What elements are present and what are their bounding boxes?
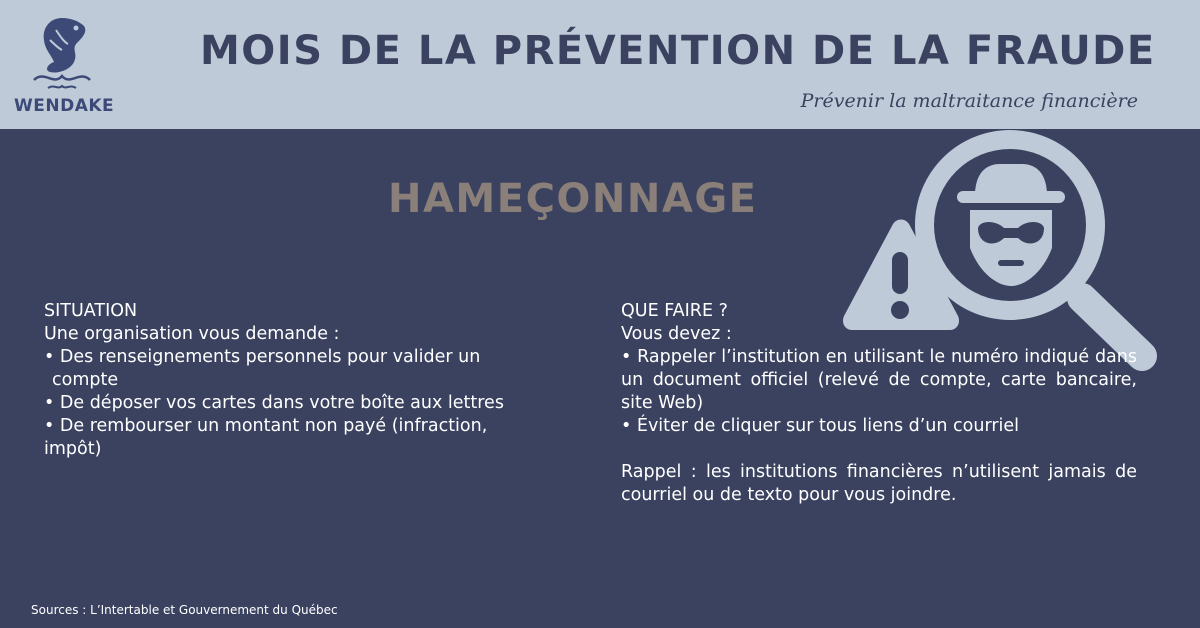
que-faire-heading: QUE FAIRE ? (621, 301, 728, 321)
header-band (0, 0, 1200, 129)
situation-heading: SITUATION (44, 301, 138, 321)
beaver-logo-icon (14, 10, 110, 98)
que-faire-item: • Éviter de cliquer sur tous liens d’un courriel (621, 416, 1020, 436)
logo-text: WENDAKE (14, 96, 115, 116)
situation-column (44, 300, 579, 461)
situation-item: • Des renseignements personnels pour valider un (44, 347, 481, 367)
spacer (621, 438, 1137, 461)
situation-item: • De déposer vos cartes dans votre boîte aux lettres (44, 393, 504, 413)
que-faire-column (621, 300, 1137, 507)
page-title: MOIS DE LA PRÉVENTION DE LA FRAUDE (200, 28, 1156, 74)
situation-item: compte (52, 370, 119, 390)
situation-item: • De rembourser un montant non payé (infraction, (44, 416, 488, 436)
wendake-logo (14, 10, 115, 120)
situation-item: impôt) (44, 439, 102, 459)
que-faire-intro: Vous devez : (621, 324, 732, 344)
page-subtitle: Prévenir la maltraitance financière (800, 90, 1138, 112)
que-faire-item: • Rappeler l’institution en utilisant le numéro indiqué dans un document officiel (relevé de compte, carte bancaire, site Web) (621, 347, 1137, 413)
sources-note: Sources : L’Intertable et Gouvernement du Québec (31, 603, 338, 617)
que-faire-reminder: Rappel : les institutions financières n’utilisent jamais de courriel ou de texto pour vous joindre. (621, 462, 1137, 505)
situation-intro: Une organisation vous demande : (44, 324, 340, 344)
section-title: HAMEÇONNAGE (388, 176, 758, 222)
